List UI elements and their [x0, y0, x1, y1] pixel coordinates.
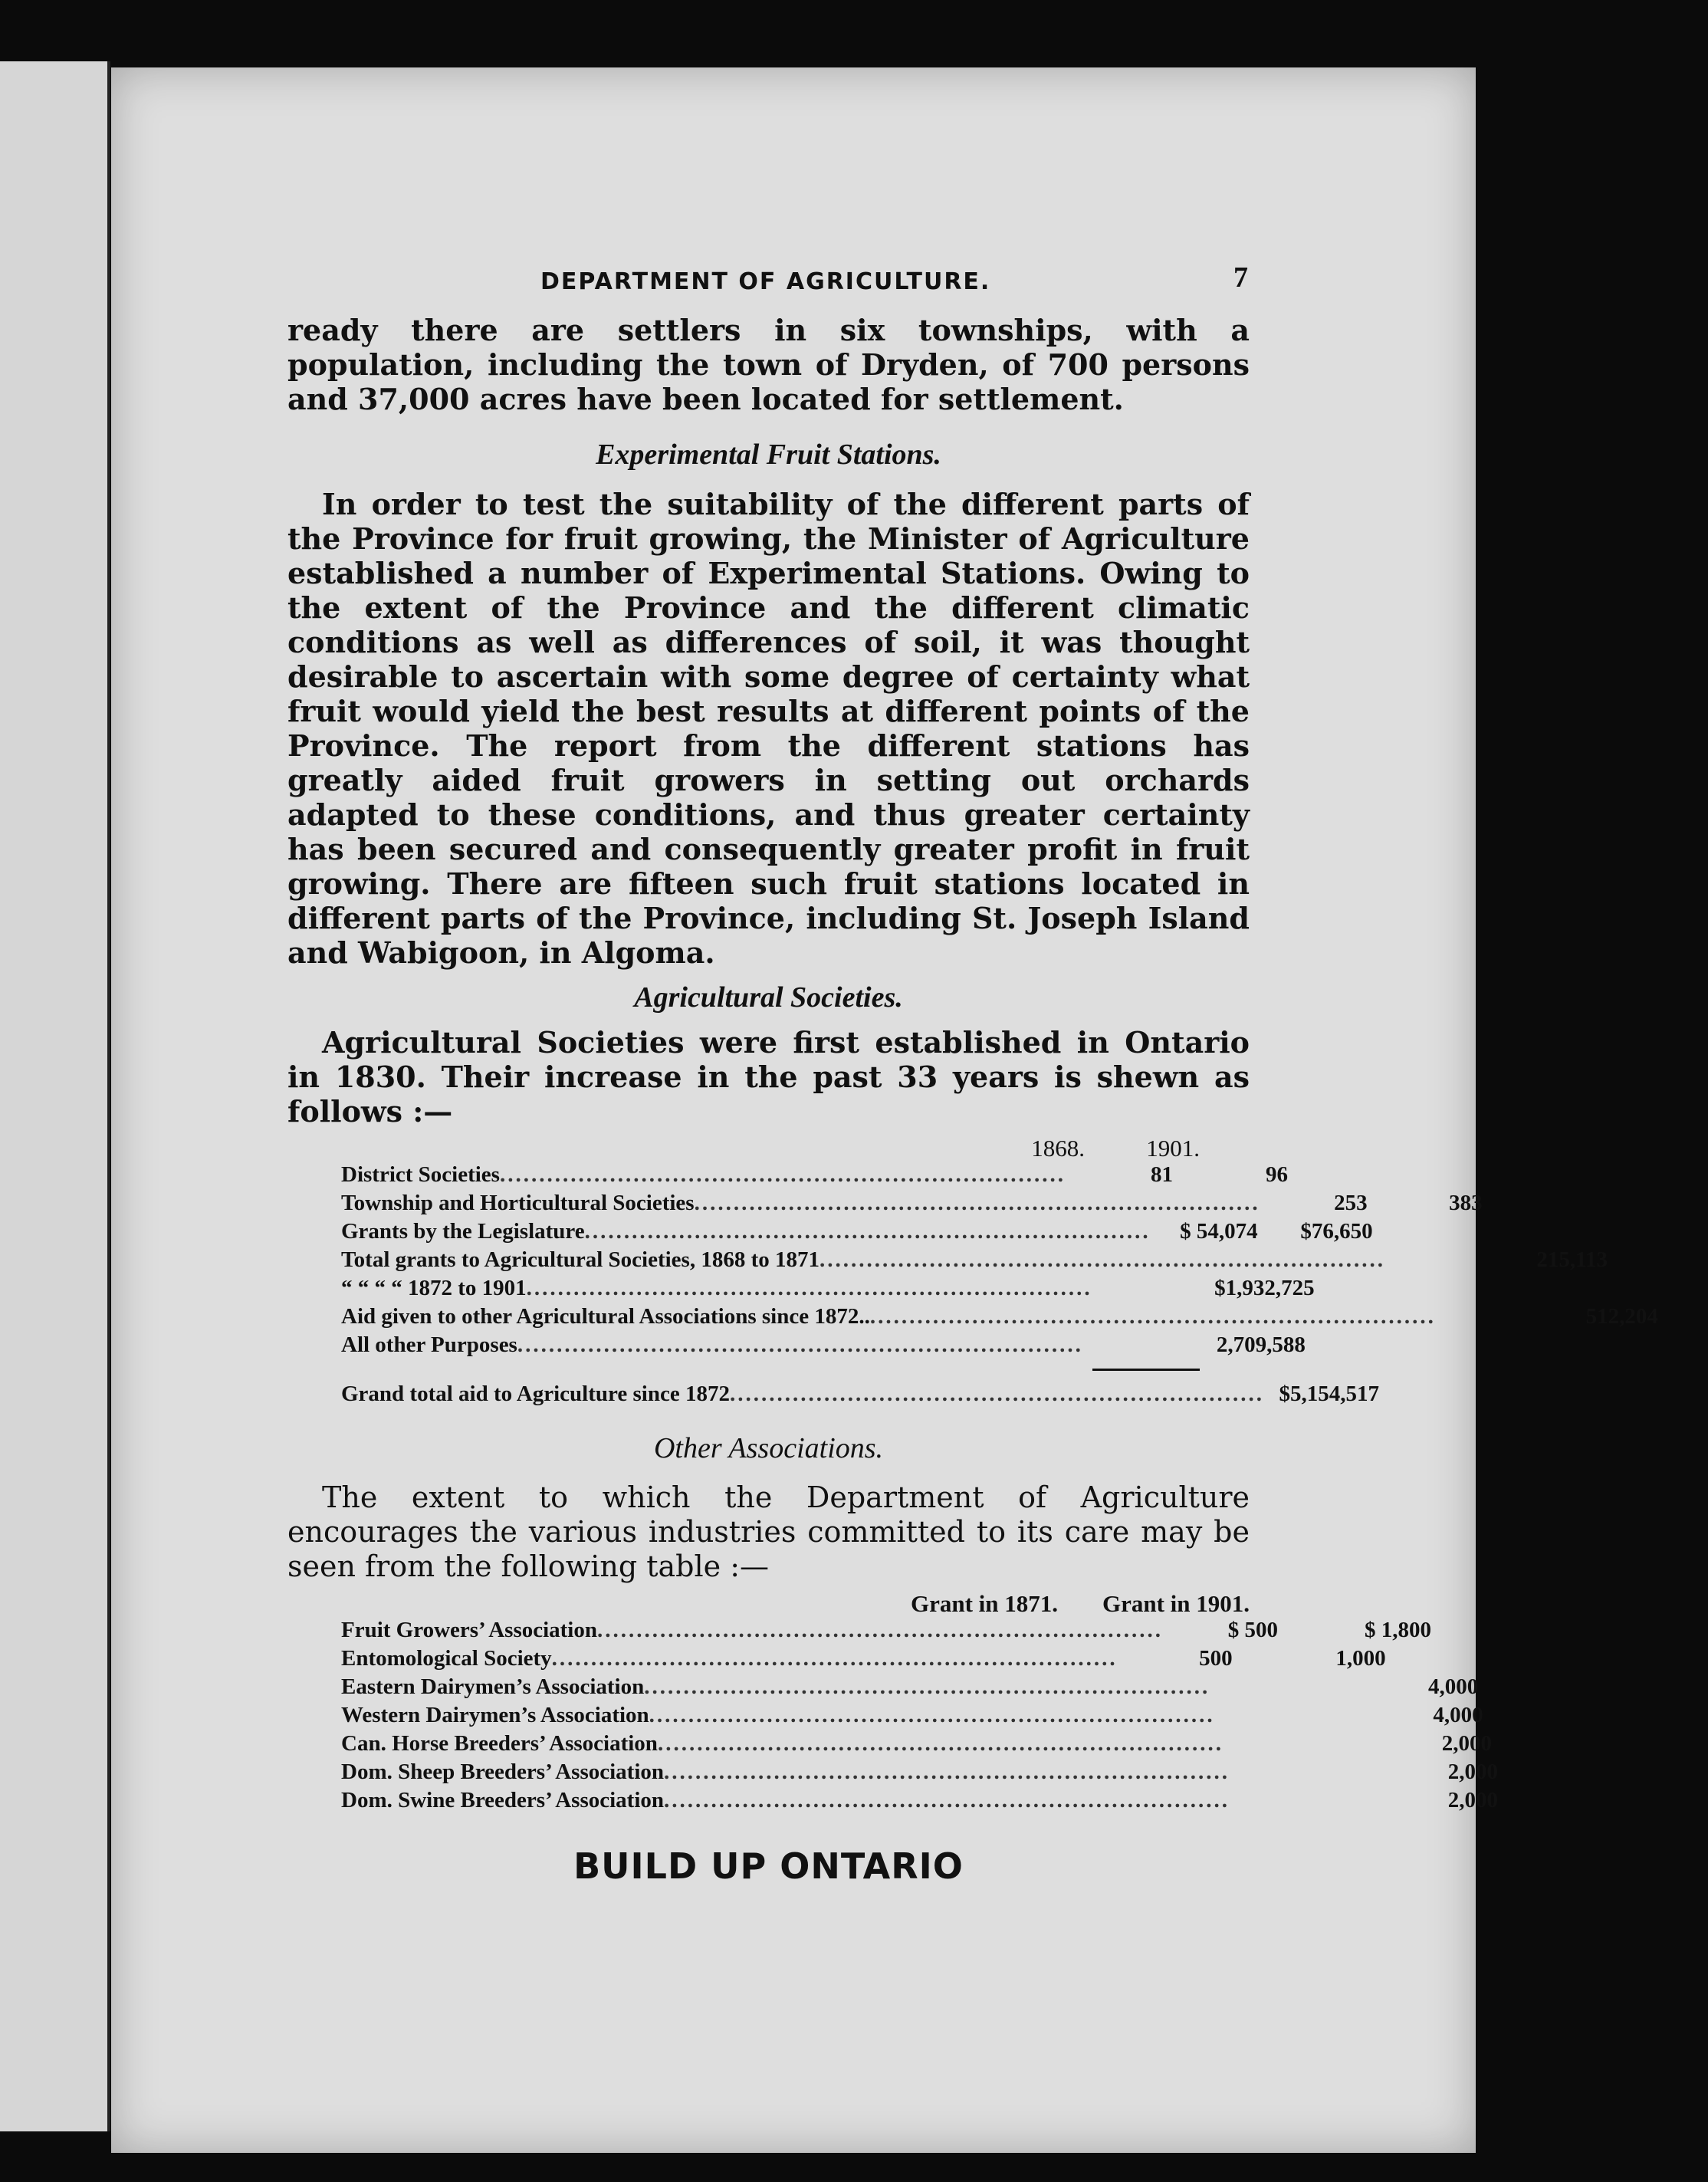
leader-dots: ........................................................................: [644, 1674, 1210, 1699]
row-value-2: 383: [1449, 1191, 1483, 1215]
leader-dots: ........................................................................: [526, 1276, 1092, 1300]
row-value-1: 81: [1150, 1162, 1173, 1187]
running-header: [287, 259, 1250, 313]
row-label: Aid given to other Agricultural Associations since 1872..: [341, 1304, 870, 1329]
row-value-2: 512,204: [1585, 1304, 1658, 1329]
table-row: [287, 1276, 1315, 1304]
table-row: [287, 1191, 1483, 1219]
leader-dots: ........................................................................: [584, 1219, 1151, 1244]
row-value-2: 215,113: [1536, 1247, 1608, 1272]
leader-dots: ........................................................................: [820, 1247, 1385, 1272]
table-row: [287, 1703, 1483, 1731]
page-number: 7: [1233, 261, 1250, 294]
leader-dots: ........................................................................: [551, 1646, 1118, 1671]
table-row: [287, 1304, 1658, 1333]
motto: BUILD UP ONTARIO: [573, 1845, 964, 1887]
row-label: Eastern Dairymen’s Association: [341, 1674, 645, 1699]
intro-paragraph: ready there are settlers in six townships, with a population, including the town of Dryden, of 700 persons and 37,000 acres have been located for settlement.: [287, 313, 1250, 416]
row-value-2: 1,000: [1335, 1646, 1386, 1671]
row-value-1: 253: [1334, 1191, 1368, 1215]
heading-fruit-stations: Experimental Fruit Stations.: [596, 439, 941, 471]
other-associations-paragraph: The extent to which the Department of Agriculture encourages the various industries committed to its care may be seen from the following table :—: [287, 1480, 1250, 1583]
table-row: [287, 1618, 1431, 1646]
table-row: [287, 1731, 1492, 1760]
table-row: [287, 1247, 1608, 1276]
row-label: All other Purposes: [341, 1333, 517, 1357]
row-value-2: $ 1,800: [1365, 1618, 1431, 1642]
societies-table-header: [287, 1135, 1250, 1162]
row-label: Dom. Swine Breeders’ Association: [341, 1788, 665, 1812]
associations-table-header: [287, 1590, 1250, 1618]
row-value-2: 2,000: [1447, 1788, 1499, 1812]
leader-dots: ....................................................................: [729, 1382, 1264, 1406]
grand-total-value: $5,154,517: [1279, 1382, 1379, 1406]
row-value-2: 4,000: [1428, 1674, 1479, 1699]
row-value-2: 2,709,588: [1216, 1333, 1306, 1357]
leader-dots: ........................................................................: [499, 1162, 1066, 1187]
row-label: District Societies: [341, 1162, 500, 1187]
col-1901: 1901.: [1146, 1135, 1200, 1162]
heading-agricultural-societies: Agricultural Societies.: [634, 981, 903, 1014]
row-value-2: 96: [1265, 1162, 1288, 1187]
row-value-2: 2,000: [1447, 1760, 1499, 1784]
table-row: [287, 1219, 1373, 1247]
row-label: Can. Horse Breeders’ Association: [341, 1731, 658, 1756]
row-value-1: 500: [1199, 1646, 1233, 1671]
row-label: Township and Horticultural Societies: [341, 1191, 695, 1215]
associations-table: [287, 1590, 1499, 1816]
leader-dots: ........................................................................: [869, 1304, 1436, 1329]
leader-dots: ........................................................................: [657, 1731, 1224, 1756]
grand-total-row: [287, 1382, 1379, 1410]
leader-dots: ........................................................................: [694, 1191, 1260, 1215]
col-grant-1901: Grant in 1901.: [1102, 1590, 1250, 1617]
societies-table: [287, 1135, 1658, 1410]
leader-dots: ........................................................................: [597, 1618, 1163, 1642]
leader-dots: ........................................................................: [664, 1760, 1230, 1784]
book-page: [111, 67, 1658, 2153]
row-label: Western Dairymen’s Association: [341, 1703, 649, 1727]
fruit-stations-paragraph: In order to test the suitability of the different parts of the Province for fruit growing, the Minister of Agriculture established a number of Experimental Stations. Owing to the extent of the Province and the different climatic conditions as well as differences of soil, it was thought desirable to ascertain with some degree of certainty what fruit would yield the best results at different points of the Province. The report from the different stations has greatly aided fruit growers in setting out orchards adapted to these conditions, and thus greater certainty has been secured and consequently greater profit in fruit growing. There are fifteen such fruit stations located in different parts of the Province, including St. Joseph Island and Wabigoon, in Algoma.: [287, 487, 1250, 970]
row-value-2: $76,650: [1300, 1219, 1373, 1244]
row-label: Dom. Sheep Breeders’ Association: [341, 1760, 665, 1784]
table-row: [287, 1646, 1386, 1674]
row-label: Grants by the Legislature: [341, 1219, 585, 1244]
agricultural-societies-paragraph: Agricultural Societies were first established in Ontario in 1830. Their increase in the past 33 years is shewn as follows :—: [287, 1025, 1250, 1129]
row-value-1: $ 500: [1227, 1618, 1278, 1642]
table-row: [287, 1760, 1499, 1788]
leader-dots: ........................................................................: [649, 1703, 1215, 1727]
row-value-1: $ 54,074: [1180, 1219, 1258, 1244]
row-label: Fruit Growers’ Association: [341, 1618, 597, 1642]
row-label: “ “ “ “ 1872 to 1901: [341, 1276, 527, 1300]
leader-dots: ........................................................................: [517, 1333, 1083, 1357]
page-content: [287, 259, 1658, 1887]
total-rule: [287, 1369, 1250, 1371]
table-row: [287, 1674, 1479, 1703]
table-row: [287, 1162, 1288, 1191]
grand-total-label: Grand total aid to Agriculture since 1872: [341, 1382, 730, 1406]
col-1868: 1868.: [1031, 1135, 1085, 1162]
row-label: Entomological Society: [341, 1646, 552, 1671]
row-value-2: $1,932,725: [1214, 1276, 1315, 1300]
table-row: [287, 1333, 1306, 1361]
running-title: DEPARTMENT OF AGRICULTURE.: [540, 268, 991, 295]
row-label: Total grants to Agricultural Societies, 1868 to 1871: [341, 1247, 820, 1272]
row-value-2: 2,000: [1441, 1731, 1492, 1756]
facing-page-edge: [0, 61, 110, 2131]
leader-dots: ........................................................................: [664, 1788, 1230, 1812]
table-row: [287, 1788, 1499, 1816]
heading-other-associations: Other Associations.: [653, 1432, 884, 1464]
col-grant-1871: Grant in 1871.: [910, 1590, 1058, 1617]
row-value-2: 4,000: [1433, 1703, 1483, 1727]
